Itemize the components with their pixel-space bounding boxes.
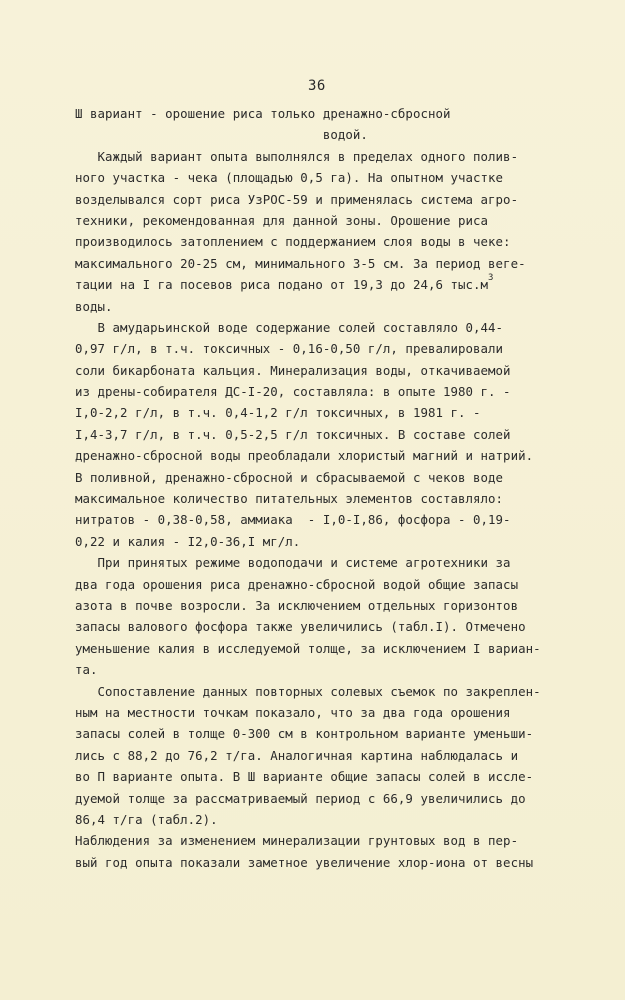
text-line: ного участка - чека (площадью 0,5 га). На опытном участке (75, 170, 504, 186)
text-line: В поливной, дренажно-сбросной и сбрасываемой с чеков воде (75, 469, 504, 485)
text-line: I,0-2,2 г/л, в т.ч. 0,4-1,2 г/л токсичных, в 1981 г. - (75, 405, 481, 421)
text-line: дренажно-сбросной воды преобладали хлористый магний и натрий. (75, 448, 534, 464)
text-line: ным на местности точкам показало, что за два года орошения (75, 704, 511, 720)
text-line: максимального 20-25 см, минимального 3-5 см. За период веге- (75, 255, 526, 271)
text-line: 0,97 г/л, в т.ч. токсичных - 0,16-0,50 г/л, превалировали (75, 341, 504, 357)
text-line: 0,22 и калия - I2,0-36,I мг/л. (75, 533, 301, 549)
text-line: лись с 88,2 до 76,2 т/га. Аналогичная картина наблюдалась и (75, 747, 519, 763)
text-line: соли бикарбоната кальция. Минерализация воды, откачиваемой (75, 362, 511, 378)
body-text (75, 103, 585, 873)
text-line: Каждый вариант опыта выполнялся в пределах одного полив- (75, 148, 519, 164)
text-line: I,4-3,7 г/л, в т.ч. 0,5-2,5 г/л токсичных. В составе солей (75, 426, 511, 442)
text-line: В амударьинской воде содержание солей составляло 0,44- (75, 319, 504, 335)
superscript: 3 (488, 273, 494, 283)
page-number: 36 (308, 78, 326, 94)
text-line: производилось затоплением с поддержанием слоя воды в чеке: (75, 234, 511, 250)
text-line-content: тации на I га посевов риса подано от 19,3 до 24,6 тыс.м (75, 277, 489, 293)
text-line: Сопоставление данных повторных солевых съемок по закреплен- (75, 683, 541, 699)
text-line: Наблюдения за изменением минерализации грунтовых вод в пер- (75, 833, 519, 849)
text-line: уменьшение калия в исследуемой толще, за исключением I вариан- (75, 640, 541, 656)
text-line: запасы солей в толще 0-300 см в контрольном варианте уменьши- (75, 726, 534, 742)
text-line: два года орошения риса дренажно-сбросной водой общие запасы (75, 576, 519, 592)
text-line: Ш вариант - орошение риса только дренажно-сбросной (75, 106, 451, 121)
text-line: вый год опыта показали заметное увеличение хлор-иона от весны (75, 854, 534, 870)
text-line: максимальное количество питательных элементов составляло: (75, 491, 504, 507)
text-line: возделывался сорт риса УзРОС-59 и применялась система агро- (75, 191, 519, 207)
text-line: из дрены-собирателя ДС-I-20, составляла: в опыте 1980 г. - (75, 384, 511, 400)
text-line: 86,4 т/га (табл.2). (75, 811, 218, 827)
text-line: техники, рекомендованная для данной зоны. Орошение риса (75, 212, 489, 228)
text-line (75, 274, 585, 295)
text-line: водой. (75, 127, 368, 143)
text-line: нитратов - 0,38-0,58, аммиака - I,0-I,86, фосфора - 0,19- (75, 512, 511, 528)
text-line: воды. (75, 298, 113, 314)
text-line: азота в почве возросли. За исключением отдельных горизонтов (75, 597, 519, 613)
text-line: та. (75, 662, 98, 678)
text-line: дуемой толще за рассматриваемый период с 66,9 увеличились до (75, 790, 526, 806)
text-line: во П варианте опыта. В Ш варианте общие запасы солей в иссле- (75, 769, 534, 785)
text-line: запасы валового фосфора также увеличились (табл.I). Отмечено (75, 619, 526, 635)
text-line: При принятых режиме водоподачи и системе агротехники за (75, 555, 511, 571)
